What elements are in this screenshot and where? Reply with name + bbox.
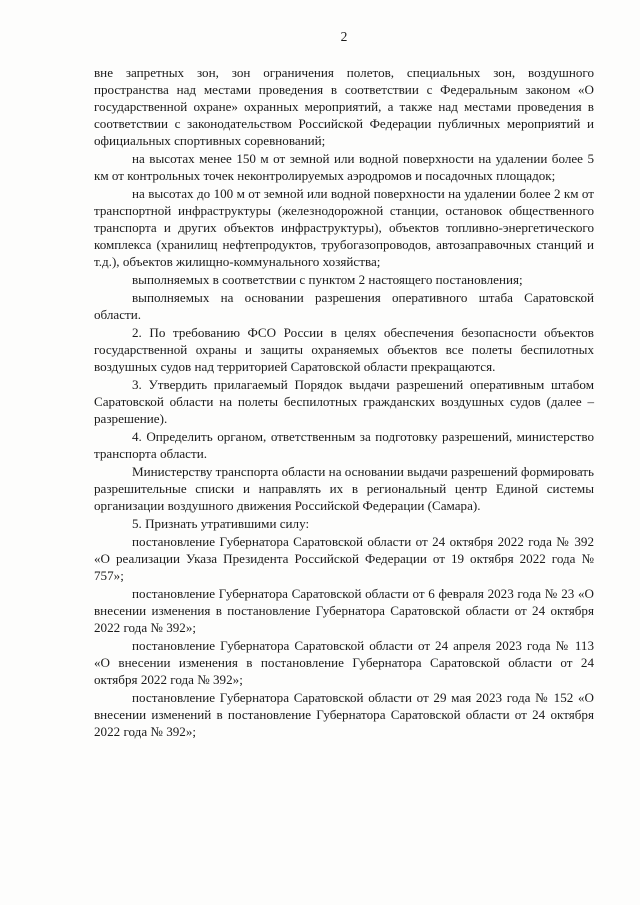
paragraph-item-2-fso: 2. По требованию ФСО России в целях обеспечения безопасности объектов государственной охраны и защиты охраняемых объектов все полеты беспилотных воздушных судов над территорией Саратовской области прекращаются.: [94, 325, 594, 374]
paragraph-decree-392: постановление Губернатора Саратовской области от 24 октября 2022 года № 392 «О реализации Указа Президента Российской Федерации от 19 октября 2022 года № 757»;: [94, 534, 594, 584]
paragraph-decree-152: постановление Губернатора Саратовской области от 29 мая 2023 года № 152 «О внесении изменений в постановление Губернатора Саратовской области от 24 октября 2022 года № 392»;: [94, 690, 594, 740]
paragraph-item-5-repeal: 5. Признать утратившими силу:: [132, 516, 310, 532]
paragraph-restricted-zones: вне запретных зон, зон ограничения полетов, специальных зон, воздушного пространства над местами проведения в соответствии с Федеральным законом «О государственной охране» охранных мероприятий, а также над местами проведения в соответствии с законодательством Российской Федерации публичных мероприятий и официальных спортивных соревнований;: [94, 65, 594, 148]
page-number: 2: [340, 29, 348, 44]
paragraph-altitude-100m: на высотах до 100 м от земной или водной поверхности на удалении более 2 км от транспортной инфраструктуры (железнодорожной станции, остановок общественного транспорта и других объектов инфраструктуры), объектов топливно-энергетического комплекса (хранилищ нефтепродуктов, трубогазопроводов, автозаправочных станций и т.д.), объектов жилищно-коммунального хозяйства;: [94, 185, 594, 269]
paragraph-per-operational-hq: выполняемых на основании разрешения оперативного штаба Саратовской области.: [94, 289, 594, 322]
paragraph-per-item-2: выполняемых в соответствии с пунктом 2 настоящего постановления;: [132, 271, 523, 287]
paragraph-altitude-150m: на высотах менее 150 м от земной или водной поверхности на удалении более 5 км от контрольных точек неконтролируемых аэродромов и посадочных площадок;: [94, 150, 594, 183]
paragraph-decree-23: постановление Губернатора Саратовской области от 6 февраля 2023 года № 23 «О внесении изменения в постановление Губернатора Саратовской области от 24 октября 2022 года № 392»;: [94, 586, 594, 636]
paragraph-decree-113: постановление Губернатора Саратовской области от 24 апреля 2023 года № 113 «О внесении изменения в постановление Губернатора Саратовской области от 24 октября 2022 года № 392»;: [94, 638, 594, 688]
paragraph-item-4-authority: 4. Определить органом, ответственным за подготовку разрешений, министерство транспорта области.: [94, 429, 594, 462]
paragraph-item-3-procedure: 3. Утвердить прилагаемый Порядок выдачи разрешений оперативным штабом Саратовской области на полеты беспилотных гражданских воздушных судов (далее – разрешение).: [94, 377, 594, 426]
paragraph-ministry-lists: Министерству транспорта области на основании выдачи разрешений формировать разрешительные списки и направлять их в региональный центр Единой системы организации воздушного движения Российской Федерации (Самара).: [94, 464, 594, 514]
